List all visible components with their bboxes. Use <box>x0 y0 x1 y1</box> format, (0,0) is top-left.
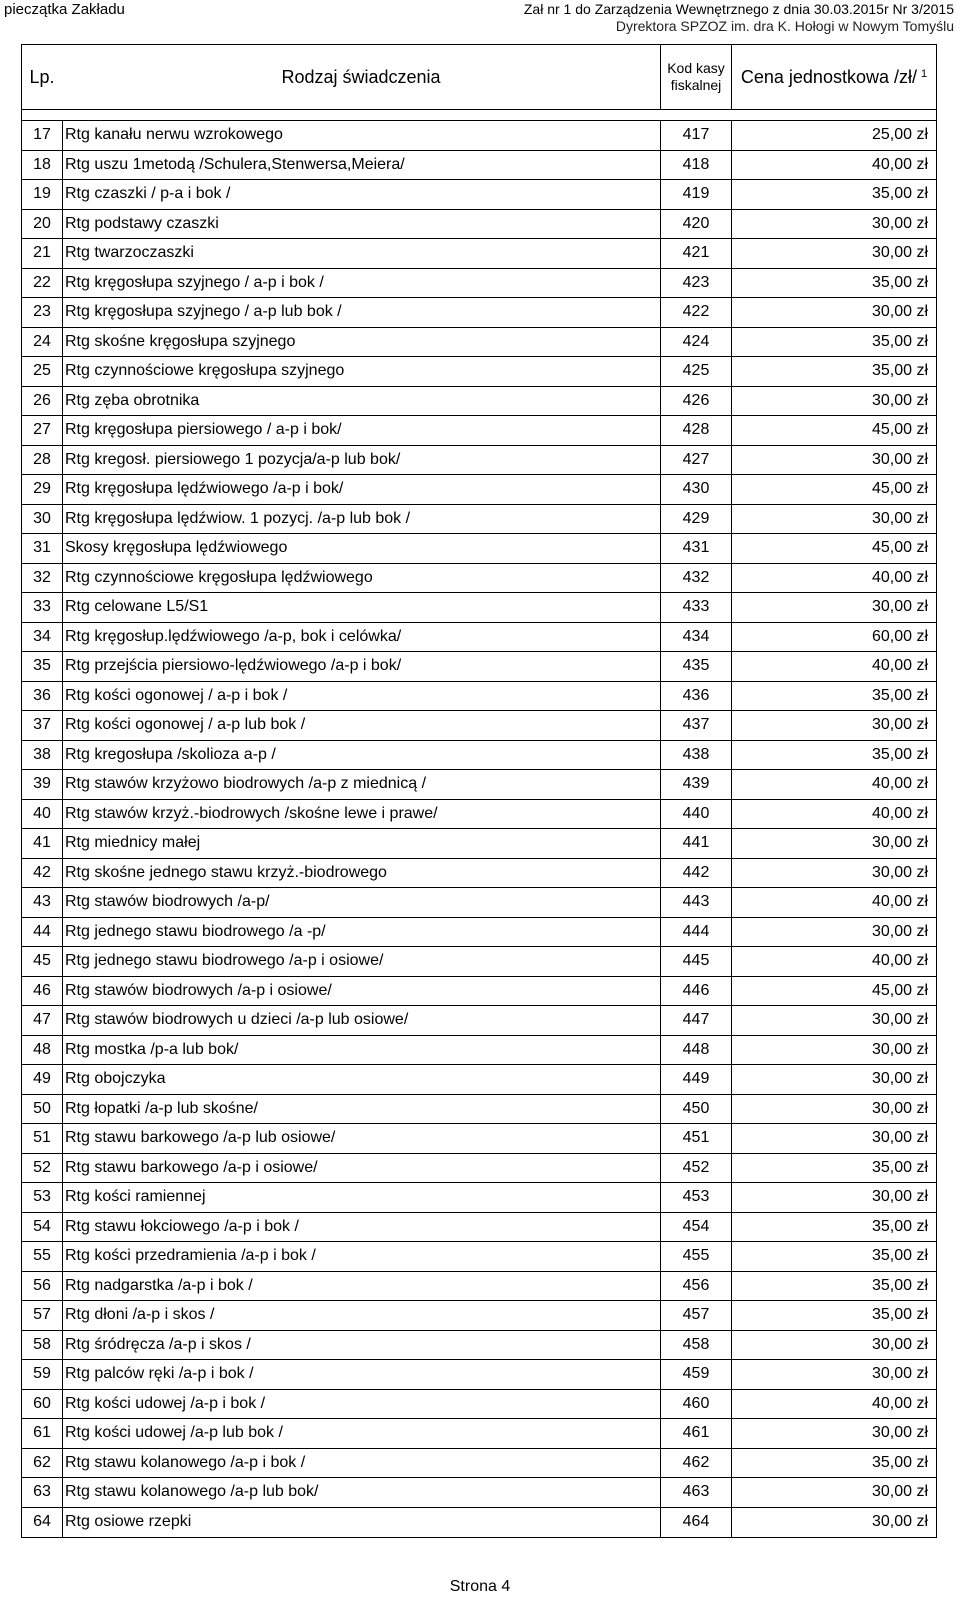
row-lp: 57 <box>33 1306 51 1324</box>
table-row <box>22 1272 936 1302</box>
row-unit-price: 40,00 zł <box>871 952 928 970</box>
table-row <box>22 1449 936 1479</box>
row-service-name: Rtg kości przedramienia /a-p i bok / <box>62 1242 660 1271</box>
table-row <box>22 682 936 712</box>
row-lp: 61 <box>33 1424 51 1442</box>
row-lp: 34 <box>33 627 51 645</box>
table-row <box>22 1154 936 1184</box>
table-row <box>22 416 936 446</box>
row-service-name: Skosy kręgosłupa lędźwiowego <box>62 534 660 563</box>
row-service-name: Rtg osiowe rzepki <box>62 1508 660 1538</box>
row-service-name: Rtg stawów krzyż.-biodrowych /skośne lewe i prawe/ <box>62 800 660 829</box>
row-lp: 64 <box>33 1513 51 1531</box>
row-service-name: Rtg kości ogonowej / a-p lub bok / <box>62 711 660 740</box>
row-unit-price: 40,00 zł <box>871 657 928 675</box>
table-row <box>22 357 936 387</box>
row-fiscal-code: 438 <box>660 741 732 770</box>
row-unit-price: 30,00 zł <box>871 1335 928 1353</box>
row-unit-price: 30,00 zł <box>871 391 928 409</box>
row-unit-price: 35,00 zł <box>871 686 928 704</box>
row-lp: 33 <box>33 598 51 616</box>
row-service-name: Rtg skośne kręgosłupa szyjnego <box>62 328 660 357</box>
table-row <box>22 1036 936 1066</box>
row-fiscal-code: 463 <box>660 1478 732 1507</box>
row-fiscal-code: 429 <box>660 505 732 534</box>
row-fiscal-code: 460 <box>660 1390 732 1419</box>
table-row <box>22 1331 936 1361</box>
row-service-name: Rtg stawu barkowego /a-p i osiowe/ <box>62 1154 660 1183</box>
row-lp: 55 <box>33 1247 51 1265</box>
row-fiscal-code: 446 <box>660 977 732 1006</box>
table-row <box>22 741 936 771</box>
row-unit-price: 40,00 zł <box>871 568 928 586</box>
row-service-name: Rtg stawu barkowego /a-p lub osiowe/ <box>62 1124 660 1153</box>
row-service-name: Rtg jednego stawu biodrowego /a -p/ <box>62 918 660 947</box>
row-lp: 56 <box>33 1276 51 1294</box>
table-row <box>22 180 936 210</box>
row-unit-price: 30,00 zł <box>871 1188 928 1206</box>
row-service-name: Rtg przejścia piersiowo-lędźwiowego /a-p i bok/ <box>62 652 660 681</box>
row-lp: 51 <box>33 1129 51 1147</box>
row-unit-price: 30,00 zł <box>871 716 928 734</box>
row-unit-price: 45,00 zł <box>871 981 928 999</box>
reference-line-1: Zał nr 1 do Zarządzenia Wewnętrznego z dnia 30.03.2015r Nr 3/2015 <box>523 1 954 17</box>
row-service-name: Rtg stawów biodrowych u dzieci /a-p lub osiowe/ <box>62 1006 660 1035</box>
table-row <box>22 1301 936 1331</box>
document-reference <box>524 1 954 35</box>
table-body <box>22 121 936 1537</box>
row-unit-price: 30,00 zł <box>871 1513 928 1531</box>
row-service-name: Rtg czynnościowe kręgosłupa lędźwiowego <box>62 564 660 593</box>
row-service-name: Rtg kanału nerwu wzrokowego <box>62 121 660 150</box>
row-fiscal-code: 440 <box>660 800 732 829</box>
row-service-name: Rtg jednego stawu biodrowego /a-p i osiowe/ <box>62 947 660 976</box>
row-fiscal-code: 447 <box>660 1006 732 1035</box>
row-unit-price: 35,00 zł <box>871 332 928 350</box>
row-lp: 58 <box>33 1335 51 1353</box>
table-row <box>22 1213 936 1243</box>
row-lp: 21 <box>33 244 51 262</box>
row-lp: 62 <box>33 1453 51 1471</box>
table-row <box>22 1390 936 1420</box>
row-lp: 23 <box>33 303 51 321</box>
row-fiscal-code: 452 <box>660 1154 732 1183</box>
row-fiscal-code: 459 <box>660 1360 732 1389</box>
row-service-name: Rtg kregosłupa /skolioza a-p / <box>62 741 660 770</box>
row-service-name: Rtg czynnościowe kręgosłupa szyjnego <box>62 357 660 386</box>
row-service-name: Rtg celowane L5/S1 <box>62 593 660 622</box>
table-row <box>22 387 936 417</box>
row-unit-price: 35,00 zł <box>871 1453 928 1471</box>
row-fiscal-code: 448 <box>660 1036 732 1065</box>
table-row <box>22 1508 936 1538</box>
row-unit-price: 30,00 zł <box>871 1070 928 1088</box>
row-unit-price: 40,00 zł <box>871 804 928 822</box>
column-header-price <box>732 45 936 109</box>
row-unit-price: 40,00 zł <box>871 1394 928 1412</box>
row-lp: 53 <box>33 1188 51 1206</box>
row-fiscal-code: 454 <box>660 1213 732 1242</box>
row-lp: 22 <box>33 273 51 291</box>
table-row <box>22 947 936 977</box>
table-row <box>22 564 936 594</box>
table-row <box>22 446 936 476</box>
column-header-code-line2: fiskalnej <box>670 77 722 93</box>
row-service-name: Rtg obojczyka <box>62 1065 660 1094</box>
row-fiscal-code: 441 <box>660 829 732 858</box>
table-row <box>22 918 936 948</box>
row-fiscal-code: 434 <box>660 623 732 652</box>
row-service-name: Rtg kości ramiennej <box>62 1183 660 1212</box>
row-unit-price: 30,00 zł <box>871 244 928 262</box>
table-row <box>22 121 936 151</box>
row-lp: 60 <box>33 1394 51 1412</box>
row-service-name: Rtg stawu kolanowego /a-p i bok / <box>62 1449 660 1478</box>
row-fiscal-code: 418 <box>660 151 732 180</box>
row-lp: 18 <box>33 155 51 173</box>
table-row <box>22 328 936 358</box>
row-service-name: Rtg kręgosłupa szyjnego / a-p i bok / <box>62 269 660 298</box>
row-unit-price: 30,00 zł <box>871 509 928 527</box>
table-row <box>22 652 936 682</box>
page-footer <box>0 1578 960 1596</box>
row-fiscal-code: 437 <box>660 711 732 740</box>
row-service-name: Rtg stawów krzyżowo biodrowych /a-p z miednicą / <box>62 770 660 799</box>
row-fiscal-code: 423 <box>660 269 732 298</box>
footnote-marker: 1 <box>920 68 928 80</box>
row-service-name: Rtg zęba obrotnika <box>62 387 660 416</box>
table-row <box>22 977 936 1007</box>
table-row <box>22 593 936 623</box>
table-row <box>22 239 936 269</box>
row-service-name: Rtg podstawy czaszki <box>62 210 660 239</box>
row-fiscal-code: 427 <box>660 446 732 475</box>
row-fiscal-code: 442 <box>660 859 732 888</box>
table-row <box>22 1360 936 1390</box>
page-number: Strona 4 <box>449 1578 511 1595</box>
row-unit-price: 30,00 zł <box>871 1011 928 1029</box>
row-unit-price: 25,00 zł <box>871 126 928 144</box>
row-lp: 31 <box>33 539 51 557</box>
row-fiscal-code: 443 <box>660 888 732 917</box>
row-fiscal-code: 444 <box>660 918 732 947</box>
row-unit-price: 35,00 zł <box>871 1306 928 1324</box>
row-lp: 27 <box>33 421 51 439</box>
table-row <box>22 829 936 859</box>
table-row <box>22 1478 936 1508</box>
row-lp: 52 <box>33 1158 51 1176</box>
row-fiscal-code: 426 <box>660 387 732 416</box>
row-lp: 26 <box>33 391 51 409</box>
table-row <box>22 1242 936 1272</box>
row-lp: 39 <box>33 775 51 793</box>
row-fiscal-code: 435 <box>660 652 732 681</box>
row-service-name: Rtg palców ręki /a-p i bok / <box>62 1360 660 1389</box>
row-lp: 25 <box>33 362 51 380</box>
row-service-name: Rtg twarzoczaszki <box>62 239 660 268</box>
row-service-name: Rtg stawu łokciowego /a-p i bok / <box>62 1213 660 1242</box>
row-lp: 49 <box>33 1070 51 1088</box>
row-service-name: Rtg stawu kolanowego /a-p lub bok/ <box>62 1478 660 1507</box>
column-header-price-label: Cena jednostkowa /zł/ <box>740 66 917 87</box>
price-list-table <box>21 44 937 1538</box>
row-fiscal-code: 431 <box>660 534 732 563</box>
row-service-name: Rtg stawów biodrowych /a-p i osiowe/ <box>62 977 660 1006</box>
table-row <box>22 1419 936 1449</box>
row-unit-price: 40,00 zł <box>871 775 928 793</box>
row-service-name: Rtg kregosł. piersiowego 1 pozycja/a-p lub bok/ <box>62 446 660 475</box>
table-row <box>22 711 936 741</box>
row-lp: 41 <box>33 834 51 852</box>
institution-stamp-label: pieczątka Zakładu <box>4 1 125 18</box>
row-unit-price: 30,00 zł <box>871 1129 928 1147</box>
row-fiscal-code: 457 <box>660 1301 732 1330</box>
row-unit-price: 35,00 zł <box>871 273 928 291</box>
table-row <box>22 888 936 918</box>
table-row <box>22 505 936 535</box>
row-lp: 50 <box>33 1099 51 1117</box>
row-fiscal-code: 430 <box>660 475 732 504</box>
row-lp: 46 <box>33 981 51 999</box>
row-service-name: Rtg skośne jednego stawu krzyż.-biodrowego <box>62 859 660 888</box>
row-fiscal-code: 464 <box>660 1508 732 1538</box>
row-unit-price: 60,00 zł <box>871 627 928 645</box>
table-row <box>22 1124 936 1154</box>
row-lp: 47 <box>33 1011 51 1029</box>
row-service-name: Rtg łopatki /a-p lub skośne/ <box>62 1095 660 1124</box>
row-service-name: Rtg kręgosłupa lędźwiow. 1 pozycj. /a-p lub bok / <box>62 505 660 534</box>
column-header-name: Rodzaj świadczenia <box>281 66 441 87</box>
row-fiscal-code: 421 <box>660 239 732 268</box>
row-fiscal-code: 450 <box>660 1095 732 1124</box>
row-fiscal-code: 445 <box>660 947 732 976</box>
table-row <box>22 269 936 299</box>
row-fiscal-code: 424 <box>660 328 732 357</box>
table-row <box>22 623 936 653</box>
row-unit-price: 35,00 zł <box>871 1158 928 1176</box>
row-lp: 36 <box>33 686 51 704</box>
row-lp: 40 <box>33 804 51 822</box>
row-fiscal-code: 420 <box>660 210 732 239</box>
row-lp: 45 <box>33 952 51 970</box>
row-service-name: Rtg kręgosłup.lędźwiowego /a-p, bok i celówka/ <box>62 623 660 652</box>
table-row <box>22 770 936 800</box>
row-unit-price: 35,00 zł <box>871 1217 928 1235</box>
row-lp: 32 <box>33 568 51 586</box>
row-unit-price: 35,00 zł <box>871 185 928 203</box>
row-unit-price: 30,00 zł <box>871 834 928 852</box>
table-row <box>22 210 936 240</box>
row-unit-price: 30,00 zł <box>871 922 928 940</box>
row-unit-price: 30,00 zł <box>871 450 928 468</box>
row-lp: 20 <box>33 214 51 232</box>
row-unit-price: 45,00 zł <box>871 539 928 557</box>
row-service-name: Rtg kręgosłupa lędźwiowego /a-p i bok/ <box>62 475 660 504</box>
row-fiscal-code: 461 <box>660 1419 732 1448</box>
row-unit-price: 30,00 zł <box>871 214 928 232</box>
row-lp: 38 <box>33 745 51 763</box>
header-spacer <box>22 110 936 121</box>
row-service-name: Rtg dłoni /a-p i skos / <box>62 1301 660 1330</box>
row-lp: 30 <box>33 509 51 527</box>
row-service-name: Rtg kręgosłupa szyjnego / a-p lub bok / <box>62 298 660 327</box>
row-unit-price: 35,00 zł <box>871 1276 928 1294</box>
row-lp: 17 <box>33 126 51 144</box>
row-service-name: Rtg kręgosłupa piersiowego / a-p i bok/ <box>62 416 660 445</box>
row-lp: 28 <box>33 450 51 468</box>
row-unit-price: 45,00 zł <box>871 480 928 498</box>
row-lp: 35 <box>33 657 51 675</box>
row-lp: 37 <box>33 716 51 734</box>
row-unit-price: 40,00 zł <box>871 893 928 911</box>
row-service-name: Rtg kości udowej /a-p i bok / <box>62 1390 660 1419</box>
row-fiscal-code: 436 <box>660 682 732 711</box>
row-unit-price: 30,00 zł <box>871 1424 928 1442</box>
row-lp: 24 <box>33 332 51 350</box>
column-header-code-line1: Kod kasy <box>667 60 725 76</box>
table-row <box>22 1065 936 1095</box>
row-lp: 19 <box>33 185 51 203</box>
row-unit-price: 35,00 zł <box>871 362 928 380</box>
table-row <box>22 534 936 564</box>
row-lp: 54 <box>33 1217 51 1235</box>
row-fiscal-code: 439 <box>660 770 732 799</box>
table-header <box>22 45 936 110</box>
row-fiscal-code: 458 <box>660 1331 732 1360</box>
table-row <box>22 475 936 505</box>
table-row <box>22 1095 936 1125</box>
table-row <box>22 298 936 328</box>
row-service-name: Rtg kości udowej /a-p lub bok / <box>62 1419 660 1448</box>
table-row <box>22 859 936 889</box>
row-fiscal-code: 453 <box>660 1183 732 1212</box>
row-fiscal-code: 456 <box>660 1272 732 1301</box>
row-lp: 63 <box>33 1483 51 1501</box>
row-unit-price: 30,00 zł <box>871 863 928 881</box>
reference-line-2: Dyrektora SPZOZ im. dra K. Hołogi w Nowym Tomyślu <box>615 18 954 34</box>
row-unit-price: 30,00 zł <box>871 598 928 616</box>
row-unit-price: 40,00 zł <box>871 155 928 173</box>
row-lp: 42 <box>33 863 51 881</box>
row-service-name: Rtg mostka /p-a lub bok/ <box>62 1036 660 1065</box>
row-fiscal-code: 455 <box>660 1242 732 1271</box>
row-unit-price: 30,00 zł <box>871 1483 928 1501</box>
row-fiscal-code: 417 <box>660 121 732 150</box>
row-unit-price: 45,00 zł <box>871 421 928 439</box>
row-fiscal-code: 462 <box>660 1449 732 1478</box>
row-fiscal-code: 428 <box>660 416 732 445</box>
table-row <box>22 151 936 181</box>
row-lp: 59 <box>33 1365 51 1383</box>
row-fiscal-code: 451 <box>660 1124 732 1153</box>
row-unit-price: 30,00 zł <box>871 1040 928 1058</box>
row-service-name: Rtg uszu 1metodą /Schulera,Stenwersa,Meiera/ <box>62 151 660 180</box>
row-unit-price: 30,00 zł <box>871 1099 928 1117</box>
row-unit-price: 30,00 zł <box>871 303 928 321</box>
row-lp: 43 <box>33 893 51 911</box>
table-row <box>22 1006 936 1036</box>
row-unit-price: 30,00 zł <box>871 1365 928 1383</box>
row-unit-price: 35,00 zł <box>871 745 928 763</box>
column-header-code <box>660 45 732 109</box>
row-lp: 29 <box>33 480 51 498</box>
row-service-name: Rtg nadgarstka /a-p i bok / <box>62 1272 660 1301</box>
row-service-name: Rtg miednicy małej <box>62 829 660 858</box>
row-lp: 44 <box>33 922 51 940</box>
row-service-name: Rtg stawów biodrowych /a-p/ <box>62 888 660 917</box>
column-header-lp: Lp. <box>29 66 55 87</box>
table-row <box>22 800 936 830</box>
row-service-name: Rtg śródręcza /a-p i skos / <box>62 1331 660 1360</box>
row-fiscal-code: 432 <box>660 564 732 593</box>
row-fiscal-code: 425 <box>660 357 732 386</box>
row-fiscal-code: 433 <box>660 593 732 622</box>
row-fiscal-code: 449 <box>660 1065 732 1094</box>
row-lp: 48 <box>33 1040 51 1058</box>
row-service-name: Rtg kości ogonowej / a-p i bok / <box>62 682 660 711</box>
row-fiscal-code: 419 <box>660 180 732 209</box>
row-unit-price: 35,00 zł <box>871 1247 928 1265</box>
row-service-name: Rtg czaszki / p-a i bok / <box>62 180 660 209</box>
row-fiscal-code: 422 <box>660 298 732 327</box>
table-row <box>22 1183 936 1213</box>
